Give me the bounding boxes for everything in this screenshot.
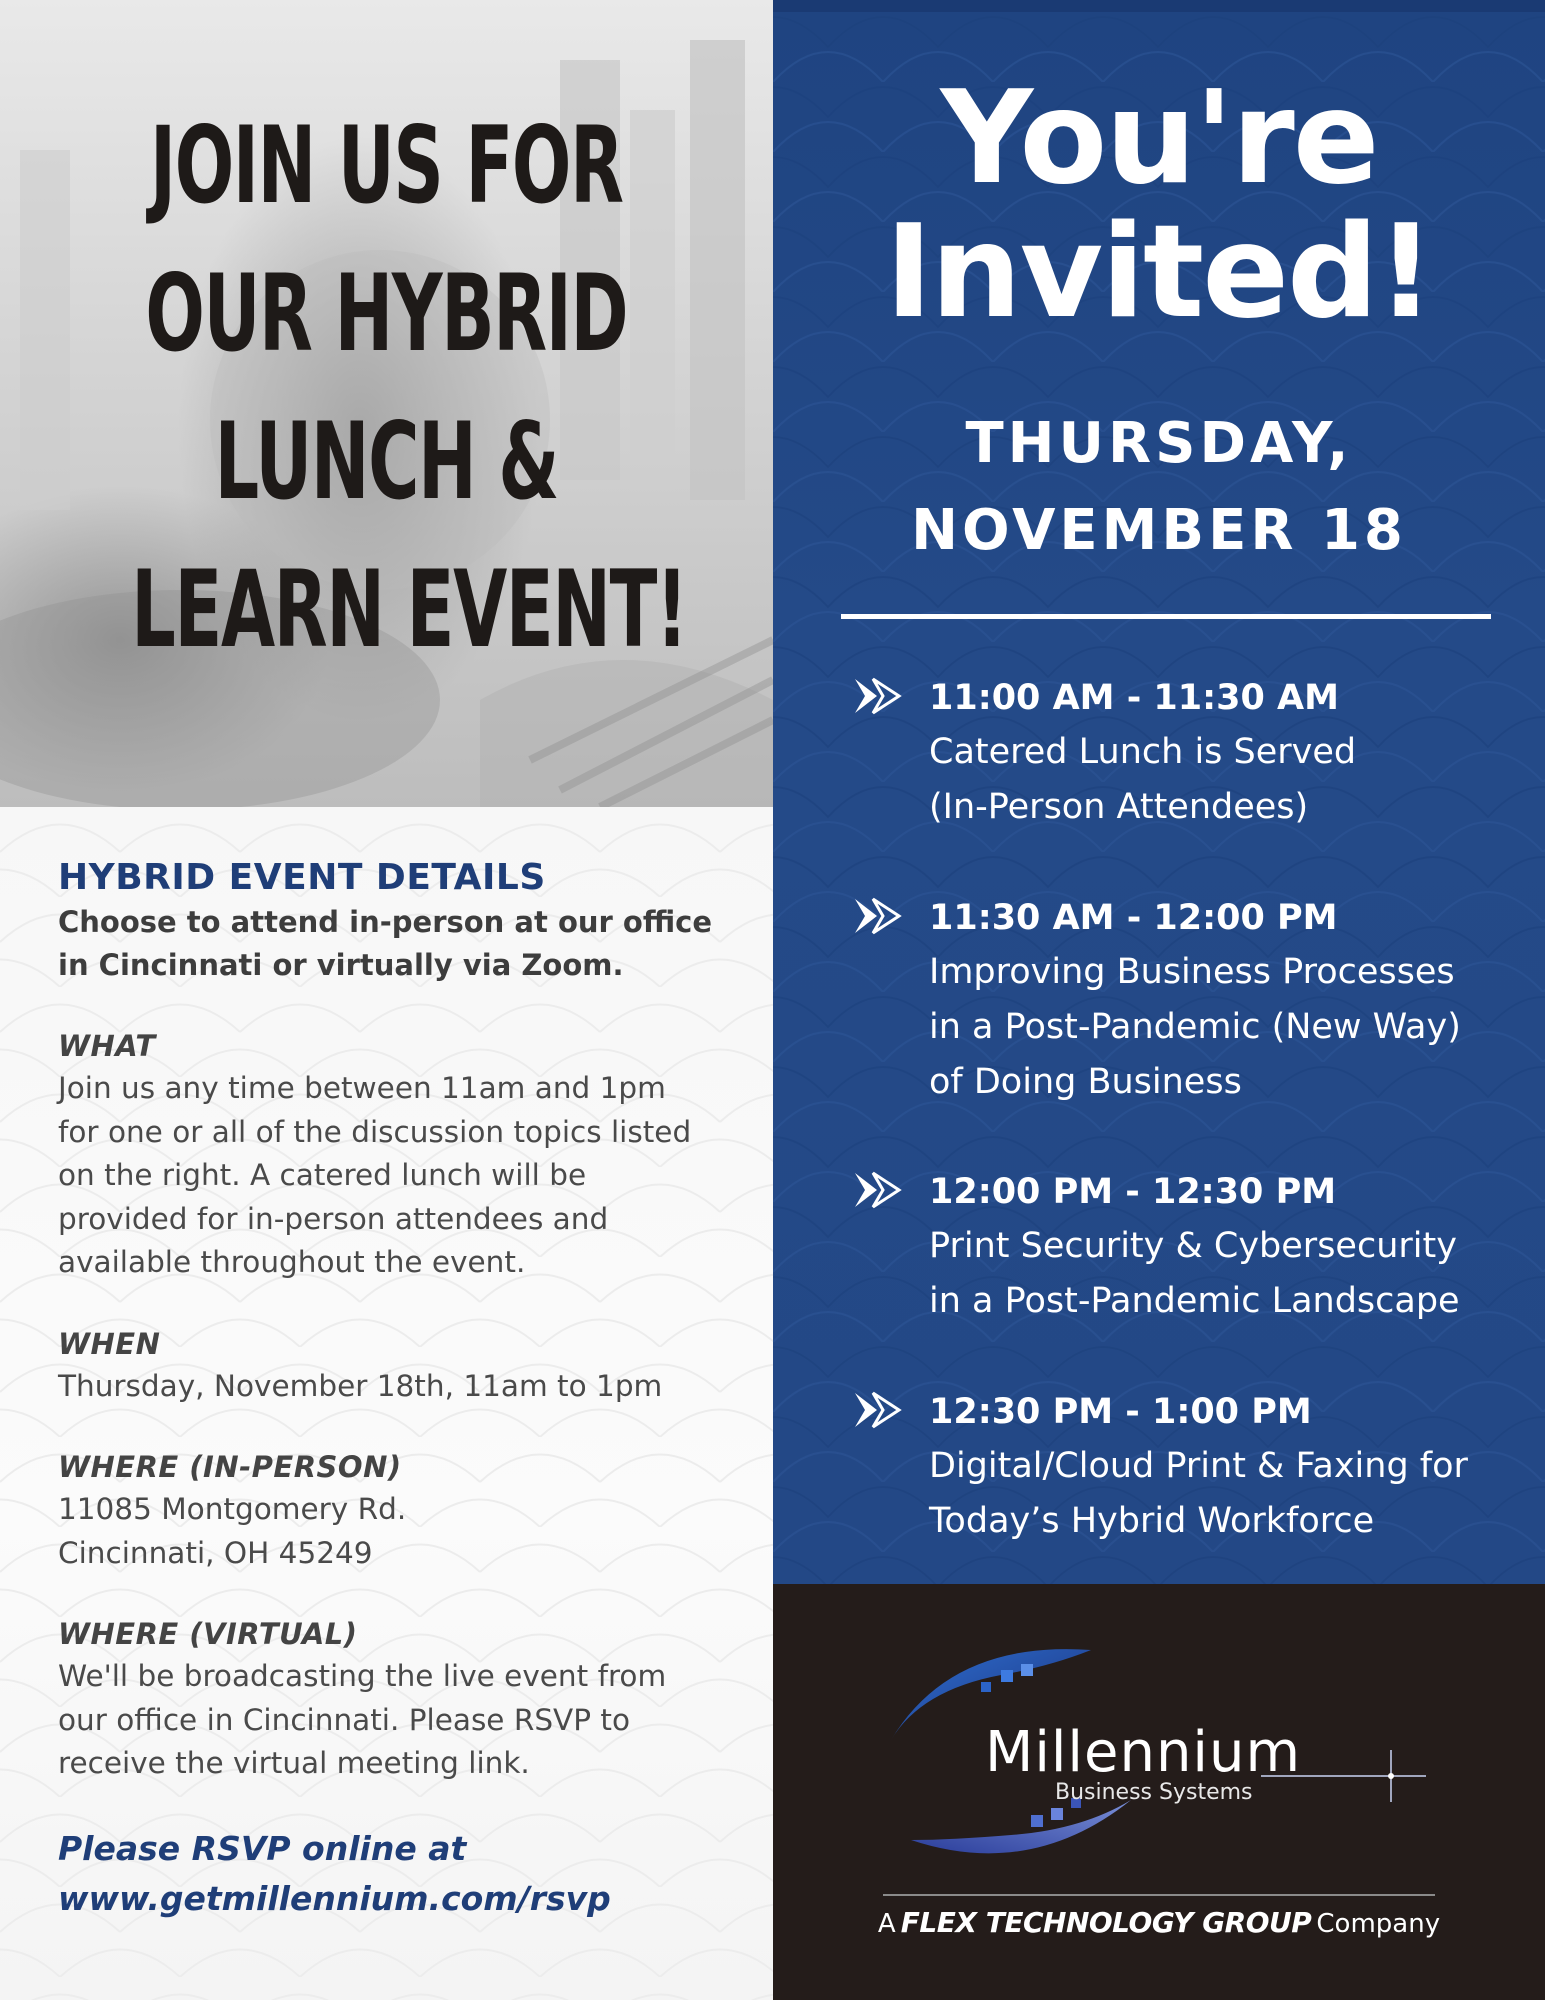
- address-line: Cincinnati, OH 45249: [58, 1535, 373, 1570]
- agenda-item: [773, 1165, 1545, 1365]
- agenda-desc-line: of Doing Business: [929, 1062, 1242, 1102]
- agenda-description: [929, 1439, 1468, 1549]
- chevron-right-icon: [851, 1171, 903, 1209]
- agenda-desc-line: Today’s Hybrid Workforce: [929, 1501, 1375, 1541]
- what-line: on the right. A catered lunch will be: [58, 1158, 587, 1192]
- intro-line: in Cincinnati or virtually via Zoom.: [58, 948, 624, 982]
- logo-subtitle: Business Systems: [1055, 1780, 1253, 1805]
- company-suffix: Company: [1316, 1909, 1441, 1939]
- chevron-right-icon: [851, 1391, 903, 1429]
- hero-title: [131, 92, 687, 684]
- agenda-item: [773, 671, 1545, 871]
- where-in-person-section: [58, 1446, 738, 1575]
- right-column: [773, 0, 1545, 2000]
- when-line: Thursday, November 18th, 11am to 1pm: [58, 1368, 663, 1403]
- what-label: WHAT: [58, 1029, 156, 1063]
- hero-title-line: OUR HYBRID: [145, 252, 628, 375]
- virtual-line: our office in Cincinnati. Please RSVP to: [58, 1702, 631, 1737]
- divider-line: [841, 614, 1491, 619]
- hero-title-line: LEARN EVENT!: [131, 548, 687, 671]
- virtual-line: We'll be broadcasting the live event from: [58, 1659, 667, 1693]
- hero-photo-panel: [0, 0, 773, 807]
- when-section: [58, 1323, 738, 1409]
- agenda-time: 12:30 PM - 1:00 PM: [929, 1392, 1312, 1432]
- what-line: available throughout the event.: [58, 1245, 526, 1279]
- hero-title-line: LUNCH &: [214, 400, 559, 523]
- parent-company-line: [773, 1906, 1545, 1939]
- virtual-line: receive the virtual meeting link.: [58, 1746, 530, 1780]
- where-in-person-label: WHERE (IN-PERSON): [58, 1450, 402, 1484]
- invite-title: [773, 64, 1545, 347]
- agenda-desc-line: in a Post-Pandemic Landscape: [929, 1281, 1460, 1321]
- invitation-panel: [773, 0, 1545, 1584]
- what-line: provided for in-person attendees and: [58, 1201, 609, 1236]
- company-brand: FLEX TECHNOLOGY GROUP: [900, 1906, 1312, 1939]
- when-label: WHEN: [58, 1326, 161, 1361]
- logo-divider: [883, 1894, 1435, 1896]
- agenda-description: [929, 1219, 1460, 1329]
- agenda-desc-line: (In-Person Attendees): [929, 787, 1309, 827]
- invite-title-line: You're: [940, 64, 1378, 213]
- rsvp-link[interactable]: www.getmillennium.com/rsvp: [58, 1878, 611, 1918]
- details-heading: HYBRID EVENT DETAILS: [58, 857, 546, 898]
- address-line: 11085 Montgomery Rd.: [58, 1492, 407, 1526]
- details-intro: [58, 901, 738, 987]
- chevron-right-icon: [851, 897, 903, 935]
- agenda-desc-line: Print Security & Cybersecurity: [929, 1226, 1457, 1266]
- event-date-line: NOVEMBER 18: [911, 498, 1407, 563]
- details-content: [58, 855, 738, 1924]
- agenda-desc-line: Digital/Cloud Print & Faxing for: [929, 1446, 1468, 1486]
- chevron-right-icon: [851, 677, 903, 715]
- agenda-item: [773, 891, 1545, 1102]
- agenda-time: 11:00 AM - 11:30 AM: [929, 678, 1339, 718]
- what-line: for one or all of the discussion topics listed: [58, 1114, 692, 1149]
- hero-title-line: JOIN US FOR: [150, 104, 623, 227]
- agenda-desc-line: in a Post-Pandemic (New Way): [929, 1007, 1461, 1047]
- agenda-time: 11:30 AM - 12:00 PM: [929, 898, 1338, 938]
- agenda-item: [773, 1385, 1545, 1584]
- event-date: [773, 400, 1545, 574]
- logo-panel: [773, 1584, 1545, 2000]
- event-date-line: THURSDAY,: [965, 411, 1353, 476]
- invite-title-line: Invited!: [884, 198, 1434, 347]
- rsvp-callout: [58, 1824, 738, 1924]
- what-line: Join us any time between 11am and 1pm: [58, 1071, 666, 1105]
- company-prefix: A: [877, 1909, 896, 1939]
- where-virtual-label: WHERE (VIRTUAL): [58, 1617, 358, 1651]
- what-section: [58, 1025, 738, 1285]
- rsvp-text: Please RSVP online at: [58, 1828, 467, 1868]
- where-virtual-section: [58, 1613, 738, 1786]
- logo-name: Millennium: [985, 1720, 1302, 1785]
- event-details-panel: [0, 807, 773, 2000]
- agenda-description: [929, 725, 1356, 835]
- intro-line: Choose to attend in-person at our office: [58, 905, 713, 939]
- agenda-time: 12:00 PM - 12:30 PM: [929, 1172, 1337, 1212]
- agenda-desc-line: Catered Lunch is Served: [929, 732, 1357, 772]
- agenda-description: [929, 945, 1461, 1110]
- agenda-desc-line: Improving Business Processes: [929, 952, 1455, 992]
